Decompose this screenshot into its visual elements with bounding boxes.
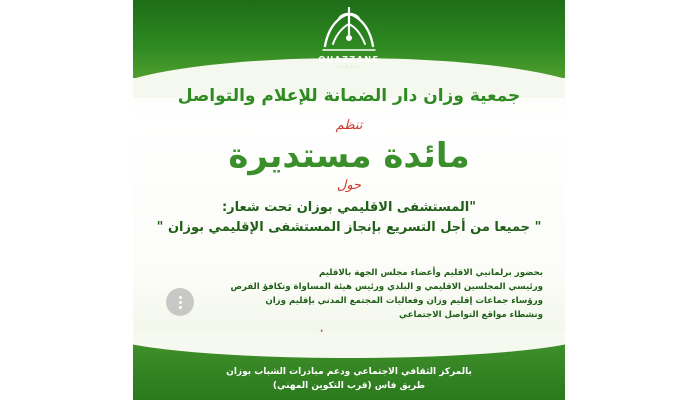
calligraphy-logo-icon (315, 4, 383, 56)
venue-line-2: طريق فاس (قرب التكوين المهني) (272, 381, 426, 391)
theme-line-1: "المستشفى الاقليمي بوزان تحت شعار: (221, 200, 477, 215)
logo-tifinagh-wordmark: ⴰⵡⵣⵣⴰⵏ (336, 64, 362, 69)
attendance-line-2: ورئيسي المجلسين الاقليمي و البلدي ورئيس هيئة المساواة وتكافؤ الفرص (230, 282, 543, 292)
attendance-line-4: ونشطاء مواقع التواصل الاجتماعي (398, 310, 543, 320)
more-options-button[interactable] (166, 288, 194, 316)
attendance-line-1: بحضور برلمانيي الاقليم وأعضاء مجلس الجهة بالاقليم (318, 268, 543, 278)
theme-line-2: " جميعا من أجل التسريع بإنجاز المستشفى الإقليمي بوزان " (156, 220, 542, 235)
organizes-label: تنظم (335, 118, 363, 133)
attendance-line-3: ورؤساء جماعات إقليم وزان وفعاليات المجتمع المدني بإقليم وزان (265, 296, 543, 306)
logo-wordmark: OUAZZANE (318, 55, 380, 64)
more-vertical-icon-dot (179, 301, 182, 304)
more-vertical-icon-dot (179, 306, 182, 309)
about-label: حول (336, 178, 362, 193)
venue-line-1: بالمركز الثقافي الاجتماعي ودعم مبادرات الشباب بوزان (226, 367, 472, 377)
more-vertical-icon (179, 296, 182, 299)
organization-name: جمعية وزان دار الضمانة للإعلام والتواصل (177, 86, 521, 106)
event-headline: مائدة مستديرة (228, 136, 470, 176)
event-poster (133, 0, 565, 400)
